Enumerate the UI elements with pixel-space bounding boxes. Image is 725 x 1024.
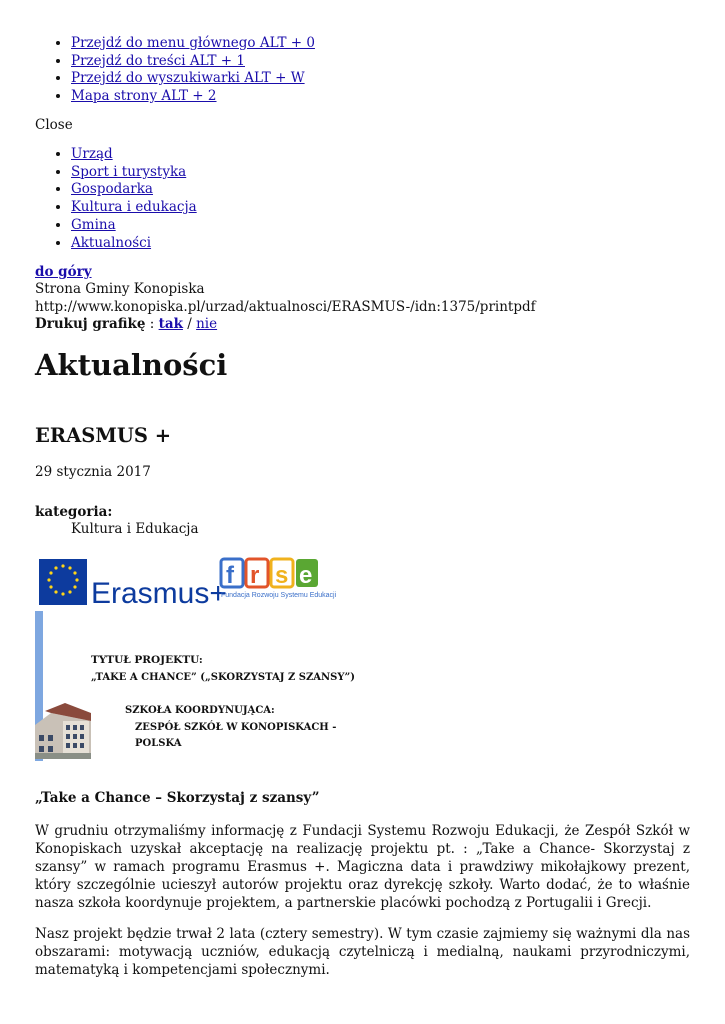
svg-text:s: s: [275, 562, 289, 589]
skip-link-item: [71, 35, 315, 53]
skip-to-menu-link[interactable]: Przejdź do menu głównego ALT + 0: [71, 35, 315, 51]
coordinator-label: SZKOŁA KOORDYNUJĄCA:: [125, 705, 275, 716]
frse-logo-icon: [221, 559, 318, 589]
skip-link-item: [71, 88, 315, 106]
skip-to-content-link[interactable]: Przejdź do treści ALT + 1: [71, 52, 245, 69]
nav-link-gmina[interactable]: Gmina: [71, 216, 116, 233]
category-value: Kultura i Edukacja: [71, 521, 199, 537]
nav-item: [71, 164, 197, 182]
coordinator-line-1: ZESPÓŁ SZKÓŁ W KONOPISKACH -: [135, 722, 337, 733]
nav-link-gospodarka[interactable]: Gospodarka: [71, 181, 153, 198]
site-name: Strona Gminy Konopiska: [35, 281, 205, 297]
coordinator-line-2: POLSKA: [135, 738, 182, 749]
article-paragraph: W grudniu otrzymaliśmy informację z Fundacji Systemu Rozwoju Edukacji, że Zespół Szkół w Konopiskach uzyskał akceptację na realizację projektu pt. : „Take a Chance- Skorzystaj z szansy” w ramach programu Erasmus +. Magiczna data i prawdziwy mikołajkowy prezent, który szczególnie ucieszył autorów projektu oraz dyrekcję szkoły. Warto dodać, że to właśnie nasza szkoła koordynuje projektem, a partnerskie placówki pochodzą z Portugalii i Grecji.: [35, 823, 690, 911]
nav-item: [71, 146, 197, 164]
nav-item: [71, 199, 197, 217]
svg-text:r: r: [250, 562, 260, 589]
skip-link-item: [71, 70, 315, 88]
print-separator: /: [182, 316, 197, 332]
close-label[interactable]: Close: [35, 117, 73, 133]
frse-caption: Fundacja Rozwoju Systemu Edukacji: [221, 592, 337, 599]
sitemap-link[interactable]: Mapa strony ALT + 2: [71, 88, 217, 105]
section-title: Aktualności: [35, 348, 228, 382]
print-yes-link[interactable]: tak: [158, 316, 183, 332]
skip-links-list: [35, 35, 315, 106]
print-no-link[interactable]: nie: [196, 316, 218, 332]
article-title: ERASMUS +: [35, 424, 172, 447]
main-nav-list: [35, 146, 197, 252]
article-date: 29 stycznia 2017: [35, 464, 151, 480]
nav-item: [71, 217, 197, 235]
banner-graphic: [35, 553, 355, 759]
nav-item: [71, 235, 197, 253]
school-building-icon: [35, 703, 91, 759]
svg-text:e: e: [299, 562, 313, 589]
article-paragraph: Nasz projekt będzie trwał 2 lata (cztery semestry). W tym czasie zajmiemy się ważnymi dla nas obszarami: motywacją uczniów, edukacją czytelniczą i medialną, naukami przyrodniczymi, matematyką i kompetencjami społecznymi.: [35, 926, 690, 978]
skip-to-search-link[interactable]: Przejdź do wyszukiwarki ALT + W: [71, 70, 305, 87]
nav-link-kultura[interactable]: Kultura i edukacja: [71, 199, 197, 216]
category-label: kategoria:: [35, 504, 113, 520]
nav-item: [71, 181, 197, 199]
print-graphics-toggle: [35, 316, 217, 332]
erasmus-logo-text: Erasmus+: [91, 577, 227, 610]
nav-link-sport[interactable]: Sport i turystyka: [71, 163, 187, 180]
back-to-top-link[interactable]: do góry: [35, 264, 92, 280]
print-label: Drukuj grafikę: [35, 316, 146, 332]
project-title: „TAKE A CHANCE” („SKORZYSTAJ Z SZANSY”): [91, 672, 355, 683]
project-title-label: TYTUŁ PROJEKTU:: [91, 654, 203, 666]
eu-flag-icon: [39, 559, 87, 605]
print-colon: :: [145, 316, 159, 332]
nav-link-aktualnosci[interactable]: Aktualności: [71, 234, 152, 251]
page-url: http://www.konopiska.pl/urzad/aktualnosci/ERASMUS-/idn:1375/printpdf: [35, 299, 536, 315]
article-subtitle: „Take a Chance – Skorzystaj z szansy”: [35, 790, 320, 806]
skip-link-item: [71, 53, 315, 71]
svg-text:f: f: [226, 562, 234, 589]
erasmus-banner-image: [35, 553, 355, 759]
nav-link-urzad[interactable]: Urząd: [71, 146, 113, 162]
